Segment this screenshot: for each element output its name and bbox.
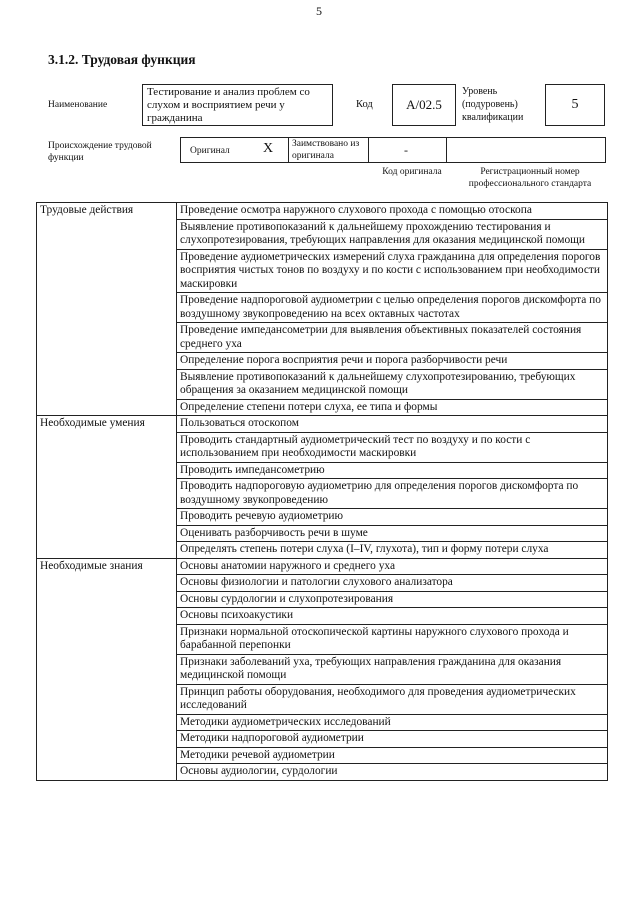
category-cell: Необходимые знания — [37, 558, 177, 780]
level-box — [545, 84, 605, 126]
code-box — [392, 84, 456, 126]
item-cell: Проведение осмотра наружного слухового прохода с помощью отоскопа — [177, 203, 608, 220]
table-row — [37, 558, 608, 575]
function-table-grid — [36, 202, 608, 781]
item-cell: Основы сурдологии и слухопротезирования — [177, 591, 608, 608]
name-label: Наименование — [48, 100, 108, 110]
original-label: Оригинал — [190, 146, 230, 156]
code-label: Код — [356, 99, 373, 110]
item-cell: Основы психоакустики — [177, 608, 608, 625]
level-label: Уровень (подуровень) квалификации — [462, 86, 524, 123]
reg-number-caption: Регистрационный номер профессионального стандарта — [468, 167, 592, 189]
item-cell: Основы аудиологии, сурдологии — [177, 764, 608, 781]
item-cell: Проводить речевую аудиометрию — [177, 509, 608, 526]
borrowed-cell — [289, 138, 369, 162]
item-cell: Проводить стандартный аудиометрический тест по воздуху и по кости с использованием при необходимости маскировки — [177, 432, 608, 462]
item-cell: Основы физиологии и патологии слухового анализатора — [177, 575, 608, 592]
original-mark: Х — [263, 141, 274, 156]
item-cell: Проводить импедансометрию — [177, 462, 608, 479]
category-cell: Трудовые действия — [37, 203, 177, 416]
item-cell: Выявление противопоказаний к дальнейшему слухопротезированию, требующих обращения за оказанием медицинской помощи — [177, 369, 608, 399]
item-cell: Проводить надпороговую аудиометрию для определения порогов дискомфорта по воздушному звукопроведению — [177, 479, 608, 509]
code-original-caption: Код оригинала — [382, 167, 442, 177]
origin-dash: - — [404, 143, 408, 157]
item-cell: Признаки нормальной отоскопической картины наружного слухового прохода и барабанной перепонки — [177, 624, 608, 654]
item-cell: Признаки заболеваний уха, требующих направления гражданина для оказания медицинской помощи — [177, 654, 608, 684]
origin-row — [180, 137, 606, 163]
item-cell: Проведение импедансометрии для выявления объективных показателей состояния среднего уха — [177, 323, 608, 353]
item-cell: Проведение аудиометрических измерений слуха гражданина для определения порогов восприятия чистых тонов по воздуху и по кости с использованием при необходимости маскировки — [177, 249, 608, 293]
origin-label: Происхождение трудовой функции — [48, 141, 152, 163]
borrowed-label: Заимствовано из оригинала — [292, 139, 360, 161]
level-value: 5 — [571, 97, 579, 112]
item-cell: Методики надпороговой аудиометрии — [177, 731, 608, 748]
item-cell: Проведение надпороговой аудиометрии с целью определения порогов дискомфорта по воздушному звукопроведению на всех октавных частотах — [177, 293, 608, 323]
item-cell: Определять степень потери слуха (I–IV, глухота), тип и форму потери слуха — [177, 542, 608, 559]
table-row — [37, 203, 608, 220]
item-cell: Пользоваться отоскопом — [177, 416, 608, 433]
item-cell: Принцип работы оборудования, необходимого для проведения аудиометрических исследований — [177, 684, 608, 714]
item-cell: Выявление противопоказаний к дальнейшему прохождению тестирования и слухопротезирования, требующих направления для оказания медицинской помощи — [177, 219, 608, 249]
item-cell: Методики аудиометрических исследований — [177, 714, 608, 731]
category-cell: Необходимые умения — [37, 416, 177, 559]
reg-number-cell — [447, 138, 605, 162]
item-cell: Основы анатомии наружного и среднего уха — [177, 558, 608, 575]
code-value: А/02.5 — [406, 97, 442, 112]
page-number: 5 — [316, 4, 322, 18]
table-row — [37, 416, 608, 433]
original-cell — [181, 138, 289, 162]
section-title: 3.1.2. Трудовая функция — [48, 52, 196, 67]
item-cell: Оценивать разборчивость речи в шуме — [177, 525, 608, 542]
item-cell: Определение порога восприятия речи и порога разборчивости речи — [177, 353, 608, 370]
item-cell: Методики речевой аудиометрии — [177, 747, 608, 764]
function-name-box — [142, 84, 333, 126]
function-name-value: Тестирование и анализ проблем со слухом и восприятием речи у гражданина — [147, 86, 310, 124]
function-table — [36, 202, 608, 781]
origin-code-cell — [369, 138, 447, 162]
item-cell: Определение степени потери слуха, ее типа и формы — [177, 399, 608, 416]
